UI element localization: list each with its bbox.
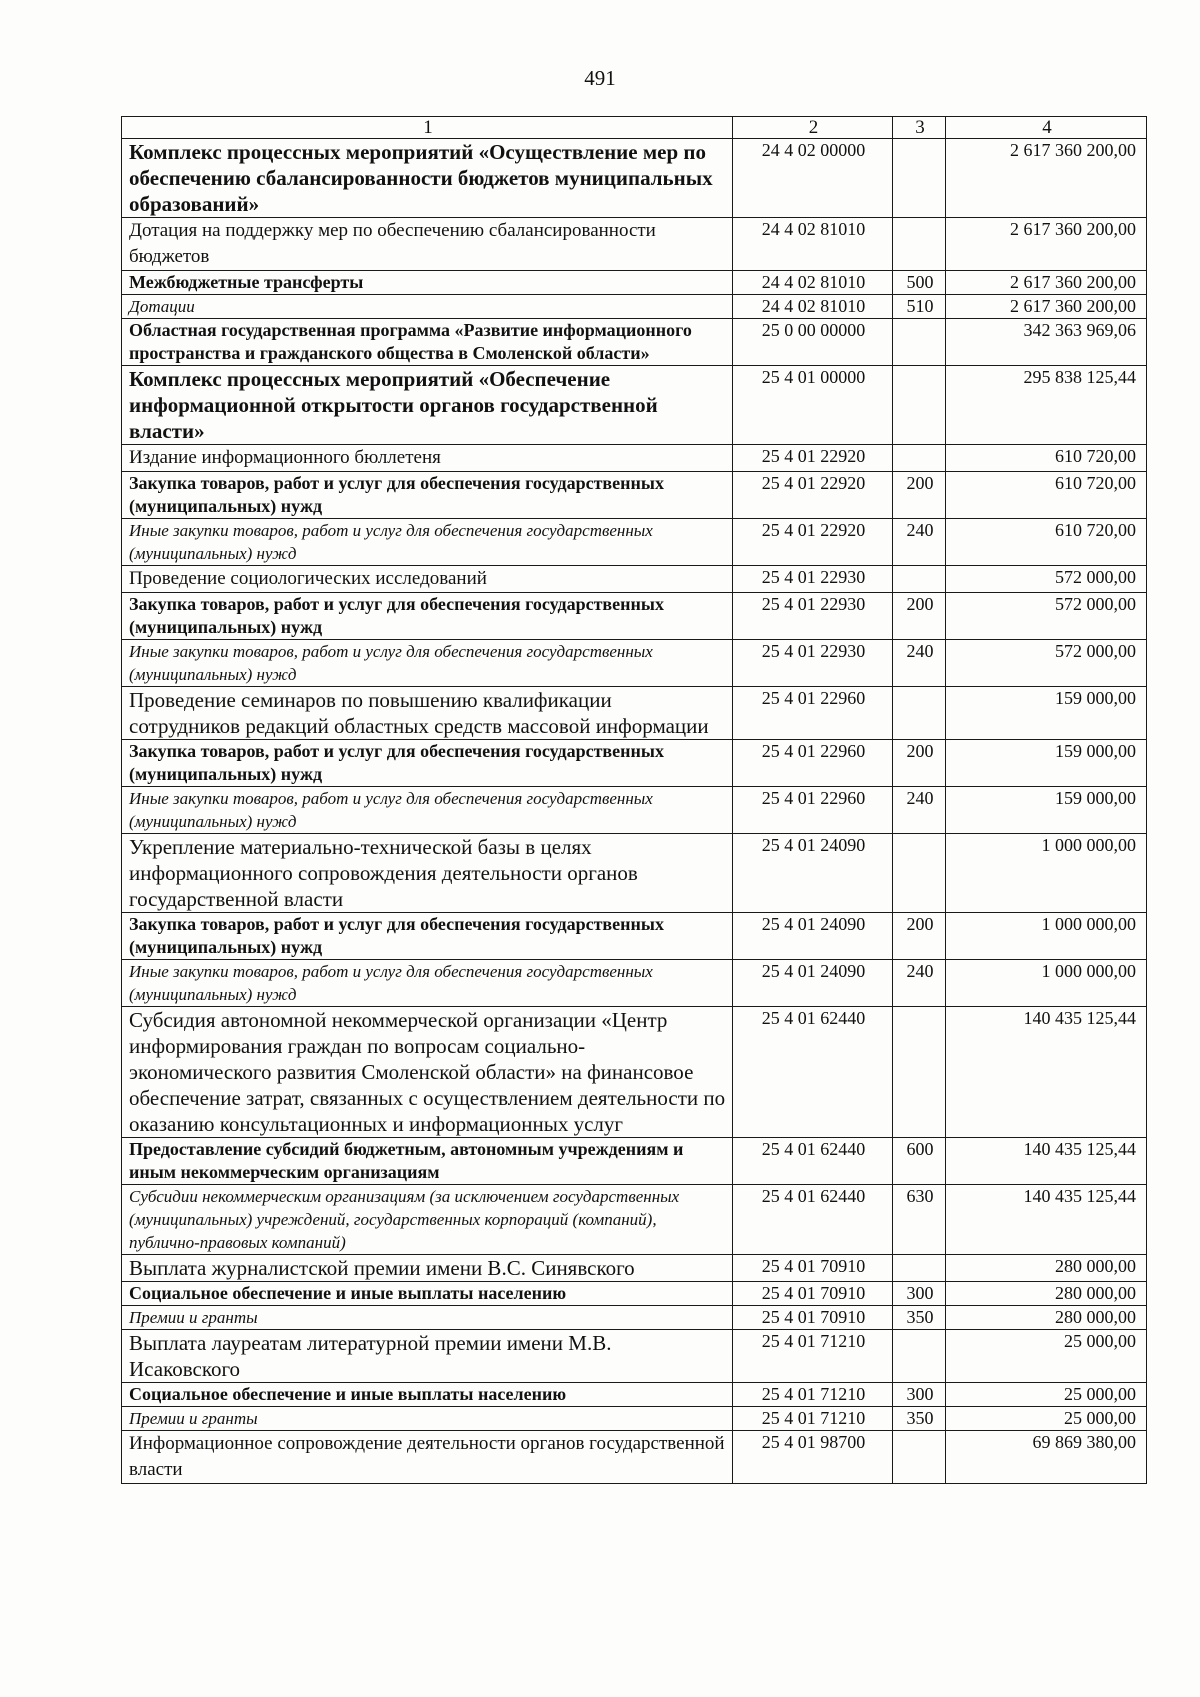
row-name-cell: Социальное обеспечение и иные выплаты населению [122, 1383, 733, 1407]
table-row [122, 640, 1147, 687]
row-amount-cell: 610 720,00 [946, 519, 1147, 566]
row-expense-type-cell: 300 [893, 1383, 946, 1407]
row-amount-cell: 25 000,00 [946, 1383, 1147, 1407]
row-name-cell: Закупка товаров, работ и услуг для обеспечения государственных (муниципальных) нужд [122, 740, 733, 787]
row-amount-cell: 159 000,00 [946, 787, 1147, 834]
row-amount-cell: 572 000,00 [946, 566, 1147, 593]
row-code-cell: 25 4 01 24090 [733, 913, 893, 960]
column-header-row [122, 117, 1147, 139]
row-expense-type-cell: 240 [893, 519, 946, 566]
row-amount-cell: 342 363 969,06 [946, 319, 1147, 366]
row-amount-cell: 572 000,00 [946, 640, 1147, 687]
row-amount-cell: 1 000 000,00 [946, 960, 1147, 1007]
table-row [122, 566, 1147, 593]
row-code-cell: 25 4 01 24090 [733, 834, 893, 913]
row-amount-cell: 159 000,00 [946, 687, 1147, 740]
row-expense-type-cell [893, 687, 946, 740]
row-amount-cell: 2 617 360 200,00 [946, 271, 1147, 295]
row-expense-type-cell: 630 [893, 1185, 946, 1255]
table-row [122, 593, 1147, 640]
table-row [122, 271, 1147, 295]
row-name-cell: Дотация на поддержку мер по обеспечению сбалансированности бюджетов [122, 218, 733, 271]
table-row [122, 1007, 1147, 1138]
row-amount-cell: 2 617 360 200,00 [946, 139, 1147, 218]
row-name-cell: Издание информационного бюллетеня [122, 445, 733, 472]
row-name-cell: Иные закупки товаров, работ и услуг для обеспечения государственных (муниципальных) нужд [122, 787, 733, 834]
row-name-cell: Межбюджетные трансферты [122, 271, 733, 295]
row-expense-type-cell: 240 [893, 787, 946, 834]
row-code-cell: 25 4 01 22930 [733, 593, 893, 640]
row-code-cell: 25 4 01 22960 [733, 687, 893, 740]
row-amount-cell: 610 720,00 [946, 472, 1147, 519]
column-header-name: 1 [122, 117, 733, 139]
row-expense-type-cell: 300 [893, 1282, 946, 1306]
row-code-cell: 25 4 01 22920 [733, 519, 893, 566]
table-row [122, 1431, 1147, 1484]
row-expense-type-cell [893, 445, 946, 472]
table-row [122, 687, 1147, 740]
row-name-cell: Комплекс процессных мероприятий «Обеспечение информационной открытости органов государственной власти» [122, 366, 733, 445]
row-amount-cell: 610 720,00 [946, 445, 1147, 472]
table-row [122, 1138, 1147, 1185]
row-name-cell: Субсидии некоммерческим организациям (за исключением государственных (муниципальных) учреждений, государственных корпораций (компаний), публично-правовых компаний) [122, 1185, 733, 1255]
row-expense-type-cell: 350 [893, 1407, 946, 1431]
row-code-cell: 25 4 01 24090 [733, 960, 893, 1007]
row-name-cell: Предоставление субсидий бюджетным, автономным учреждениям и иным некоммерческим организациям [122, 1138, 733, 1185]
row-code-cell: 25 4 01 70910 [733, 1255, 893, 1282]
row-code-cell: 25 4 01 62440 [733, 1185, 893, 1255]
row-amount-cell: 159 000,00 [946, 740, 1147, 787]
row-amount-cell: 1 000 000,00 [946, 913, 1147, 960]
row-expense-type-cell: 200 [893, 740, 946, 787]
row-code-cell: 25 4 01 00000 [733, 366, 893, 445]
row-name-cell: Дотации [122, 295, 733, 319]
row-code-cell: 25 4 01 22920 [733, 445, 893, 472]
table-row [122, 472, 1147, 519]
table-row [122, 519, 1147, 566]
row-code-cell: 25 4 01 62440 [733, 1007, 893, 1138]
row-name-cell: Субсидия автономной некоммерческой организации «Центр информирования граждан по вопросам социально-экономического развития Смоленской области» на финансовое обеспечение затрат, связанных с осуществлением деятельности по оказанию консультационных и информационных услуг [122, 1007, 733, 1138]
row-amount-cell: 140 435 125,44 [946, 1007, 1147, 1138]
row-code-cell: 25 4 01 62440 [733, 1138, 893, 1185]
table-row [122, 1282, 1147, 1306]
row-name-cell: Закупка товаров, работ и услуг для обеспечения государственных (муниципальных) нужд [122, 472, 733, 519]
table-row [122, 787, 1147, 834]
table-row [122, 1306, 1147, 1330]
row-amount-cell: 280 000,00 [946, 1282, 1147, 1306]
row-expense-type-cell: 200 [893, 593, 946, 640]
row-expense-type-cell [893, 1007, 946, 1138]
row-name-cell: Проведение семинаров по повышению квалификации сотрудников редакций областных средств массовой информации [122, 687, 733, 740]
table-row [122, 1383, 1147, 1407]
row-name-cell: Информационное сопровождение деятельности органов государственной власти [122, 1431, 733, 1484]
row-code-cell: 25 4 01 22920 [733, 472, 893, 519]
row-name-cell: Закупка товаров, работ и услуг для обеспечения государственных (муниципальных) нужд [122, 913, 733, 960]
table-row [122, 295, 1147, 319]
table-row [122, 1255, 1147, 1282]
row-amount-cell: 140 435 125,44 [946, 1138, 1147, 1185]
row-expense-type-cell [893, 319, 946, 366]
table-row [122, 960, 1147, 1007]
row-amount-cell: 25 000,00 [946, 1330, 1147, 1383]
row-code-cell: 25 4 01 98700 [733, 1431, 893, 1484]
row-amount-cell: 1 000 000,00 [946, 834, 1147, 913]
table-row [122, 319, 1147, 366]
row-code-cell: 25 4 01 70910 [733, 1282, 893, 1306]
row-expense-type-cell: 510 [893, 295, 946, 319]
budget-table [121, 116, 1147, 1484]
row-amount-cell: 295 838 125,44 [946, 366, 1147, 445]
row-expense-type-cell [893, 834, 946, 913]
row-code-cell: 24 4 02 81010 [733, 295, 893, 319]
table-row [122, 366, 1147, 445]
row-name-cell: Иные закупки товаров, работ и услуг для обеспечения государственных (муниципальных) нужд [122, 640, 733, 687]
row-code-cell: 25 0 00 00000 [733, 319, 893, 366]
row-amount-cell: 2 617 360 200,00 [946, 295, 1147, 319]
column-header-amount: 4 [946, 117, 1147, 139]
row-name-cell: Премии и гранты [122, 1306, 733, 1330]
row-name-cell: Социальное обеспечение и иные выплаты населению [122, 1282, 733, 1306]
row-name-cell: Укрепление материально-технической базы в целях информационного сопровождения деятельности органов государственной власти [122, 834, 733, 913]
table-row [122, 445, 1147, 472]
row-amount-cell: 280 000,00 [946, 1255, 1147, 1282]
row-name-cell: Выплата лауреатам литературной премии имени М.В. Исаковского [122, 1330, 733, 1383]
table-row [122, 1407, 1147, 1431]
row-code-cell: 25 4 01 71210 [733, 1407, 893, 1431]
table-row [122, 1185, 1147, 1255]
row-expense-type-cell: 600 [893, 1138, 946, 1185]
row-code-cell: 25 4 01 71210 [733, 1383, 893, 1407]
row-code-cell: 24 4 02 81010 [733, 271, 893, 295]
row-amount-cell: 140 435 125,44 [946, 1185, 1147, 1255]
row-amount-cell: 572 000,00 [946, 593, 1147, 640]
row-expense-type-cell [893, 218, 946, 271]
row-expense-type-cell [893, 366, 946, 445]
row-expense-type-cell [893, 566, 946, 593]
table-row [122, 913, 1147, 960]
table-row [122, 834, 1147, 913]
row-code-cell: 25 4 01 71210 [733, 1330, 893, 1383]
row-expense-type-cell: 200 [893, 472, 946, 519]
row-expense-type-cell: 240 [893, 960, 946, 1007]
row-expense-type-cell [893, 139, 946, 218]
row-name-cell: Выплата журналистской премии имени В.С. Синявского [122, 1255, 733, 1282]
row-name-cell: Иные закупки товаров, работ и услуг для обеспечения государственных (муниципальных) нужд [122, 960, 733, 1007]
column-header-expense-type: 3 [893, 117, 946, 139]
row-amount-cell: 25 000,00 [946, 1407, 1147, 1431]
row-name-cell: Закупка товаров, работ и услуг для обеспечения государственных (муниципальных) нужд [122, 593, 733, 640]
table-body [122, 117, 1147, 1484]
row-expense-type-cell: 200 [893, 913, 946, 960]
row-code-cell: 25 4 01 22930 [733, 640, 893, 687]
row-code-cell: 24 4 02 00000 [733, 139, 893, 218]
row-expense-type-cell: 500 [893, 271, 946, 295]
row-name-cell: Комплекс процессных мероприятий «Осуществление мер по обеспечению сбалансированности бюджетов муниципальных образований» [122, 139, 733, 218]
row-code-cell: 25 4 01 22960 [733, 787, 893, 834]
row-name-cell: Премии и гранты [122, 1407, 733, 1431]
row-expense-type-cell: 350 [893, 1306, 946, 1330]
row-name-cell: Проведение социологических исследований [122, 566, 733, 593]
column-header-code: 2 [733, 117, 893, 139]
row-amount-cell: 2 617 360 200,00 [946, 218, 1147, 271]
table-row [122, 218, 1147, 271]
row-amount-cell: 69 869 380,00 [946, 1431, 1147, 1484]
row-name-cell: Иные закупки товаров, работ и услуг для обеспечения государственных (муниципальных) нужд [122, 519, 733, 566]
table-row [122, 740, 1147, 787]
page-number: 491 [584, 66, 616, 90]
table-row [122, 1330, 1147, 1383]
row-code-cell: 25 4 01 22960 [733, 740, 893, 787]
row-name-cell: Областная государственная программа «Развитие информационного пространства и гражданского общества в Смоленской области» [122, 319, 733, 366]
table-row [122, 139, 1147, 218]
row-amount-cell: 280 000,00 [946, 1306, 1147, 1330]
row-expense-type-cell [893, 1431, 946, 1484]
row-code-cell: 25 4 01 22930 [733, 566, 893, 593]
row-expense-type-cell [893, 1330, 946, 1383]
row-code-cell: 25 4 01 70910 [733, 1306, 893, 1330]
row-expense-type-cell: 240 [893, 640, 946, 687]
row-code-cell: 24 4 02 81010 [733, 218, 893, 271]
row-expense-type-cell [893, 1255, 946, 1282]
